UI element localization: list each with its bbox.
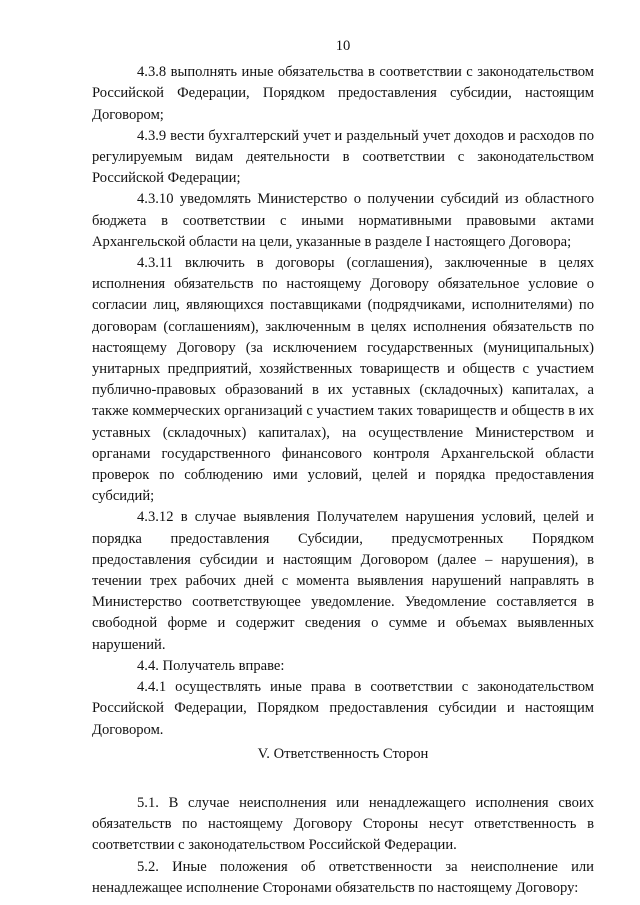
clause-4-4: 4.4. Получатель вправе: <box>137 657 285 674</box>
clause-5-1: 5.1. В случае неисполнения или ненадлежащего исполнения своих обязательств по настоящему Договору Стороны несут ответственность в соответствии с законодательством Российской Федерации. <box>92 794 594 854</box>
clause-4-3-8: 4.3.8 выполнять иные обязательства в соответствии с законодательством Российской Федерации, Порядком предоставления субсидии, настоящим Договором; <box>92 64 594 123</box>
section-heading: V. Ответственность Сторон <box>257 745 429 762</box>
clause-4-3-9: 4.3.9 вести бухгалтерский учет и раздельный учет доходов и расходов по регулируемым видам деятельности в соответствии с законодательством Российской Федерации; <box>92 127 594 187</box>
clause-4-3-12: 4.3.12 в случае выявления Получателем нарушения условий, целей и порядка предоставления Субсидии, предусмотренных Порядком предоставления субсидии и настоящим Договором (далее – нарушения), в течении трех рабочих дней с момента выявления нарушений направлять в Министерство соответствующее уведомление. Уведомление составляется в свободной форме и содержит сведения о сумме и объемах выявленных нарушений. <box>92 509 594 653</box>
clause-5-2: 5.2. Иные положения об ответственности за неисполнение или ненадлежащее исполнение Сторонами обязательств по настоящему Договору: <box>92 858 594 896</box>
clause-4-3-10: 4.3.10 уведомлять Министерство о получении субсидий из областного бюджета в соответствии с иными нормативными правовыми актами Архангельской области на цели, указанные в разделе I настоящего Договора; <box>92 191 594 250</box>
clause-4-4-1: 4.4.1 осуществлять иные права в соответствии с законодательством Российской Федерации, Порядком предоставления субсидии и настоящим Договором. <box>92 679 594 738</box>
page-number: 10 <box>335 38 351 54</box>
clause-4-3-11: 4.3.11 включить в договоры (соглашения), заключенные в целях исполнения обязательств по настоящему Договору обязательное условие о согласии лиц, являющихся поставщиками (подрядчиками, исполнителями) по договорам (соглашениям), заключенным в целях исполнения обязательств по настоящему Договору (за исключением государственных (муниципальных) унитарных предприятий, хозяйственных товариществ и обществ с участием публично-правовых образований в их уставных (складочных) капиталах, а также коммерческих организаций с участием таких товариществ и обществ в их уставных (складочных) капиталах), на осуществление Министерством и органами государственного финансового контроля Архангельской области проверок по соблюдению ими условий, целей и порядка предоставления субсидий; <box>92 255 594 505</box>
